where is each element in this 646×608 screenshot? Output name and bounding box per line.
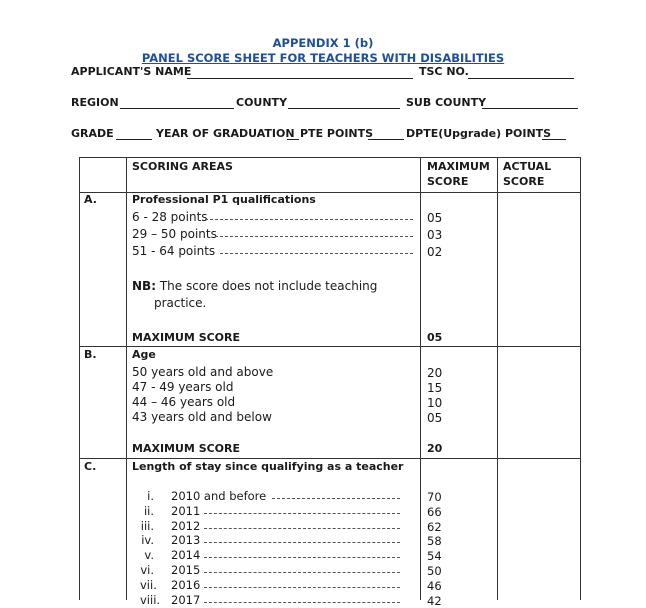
- section-c-row-score: 58: [427, 534, 442, 549]
- section-c-row-leader: [272, 498, 400, 499]
- county-field[interactable]: [288, 108, 400, 109]
- dpte-points-field[interactable]: [542, 139, 566, 140]
- section-a-row-1-leader: [205, 219, 413, 220]
- applicant-name-field[interactable]: [187, 78, 413, 79]
- section-c-row-number: viii.: [140, 592, 161, 607]
- section-a-letter: A.: [84, 193, 97, 206]
- section-b-row-3-score: 10: [427, 396, 443, 410]
- section-c-row-score: 66: [427, 504, 442, 519]
- sub-county-label: SUB COUNTY: [406, 96, 487, 109]
- tsc-no-field[interactable]: [468, 78, 574, 79]
- pte-points-field[interactable]: [368, 139, 404, 140]
- section-b-max-value: 20: [427, 442, 443, 455]
- section-c-row-leader: [204, 587, 400, 588]
- section-c-row-number: v.: [144, 548, 154, 563]
- section-c-row-leader: [204, 572, 400, 573]
- section-c-row-leader: [204, 542, 400, 543]
- page-title: PANEL SCORE SHEET FOR TEACHERS WITH DISABILITIES: [141, 51, 505, 65]
- section-c-row-leader: [204, 557, 400, 558]
- tsc-no-label: TSC NO.: [419, 65, 469, 78]
- section-a-row-3-leader: [220, 253, 413, 254]
- section-c-row-label: 2011: [171, 503, 201, 518]
- section-c-row-label: 2012: [171, 518, 201, 533]
- section-a-divider: [79, 346, 580, 347]
- col-header-scoring-areas: SCORING AREAS: [132, 160, 233, 173]
- grade-field[interactable]: [116, 139, 152, 140]
- section-c-row-label: 2014: [171, 548, 201, 563]
- section-b-divider: [79, 458, 580, 459]
- section-c-row-label: 2010 and before: [171, 489, 267, 503]
- section-c-row-score: 42: [427, 593, 442, 608]
- section-a-max-label: MAXIMUM SCORE: [132, 331, 241, 344]
- section-c-row-label: 2017: [171, 592, 201, 607]
- year-of-graduation-label: YEAR OF GRADUATION: [156, 127, 295, 140]
- section-c-row-number: iv.: [141, 533, 154, 548]
- appendix-heading: APPENDIX 1 (b): [272, 36, 374, 50]
- section-a-row-1-label: 6 - 28 points: [132, 210, 208, 224]
- nb-line-2: practice.: [154, 296, 207, 310]
- applicant-name-label: APPLICANT'S NAME: [71, 65, 192, 78]
- section-c-row-score: 50: [427, 564, 442, 578]
- col-divider-maximum: [497, 157, 498, 600]
- section-c-row-label: 2015: [171, 563, 201, 577]
- col-header-maximum-1: MAXIMUM: [427, 160, 490, 173]
- section-c-row-number: iii.: [140, 518, 154, 533]
- table-left-border: [79, 157, 80, 600]
- section-b-row-1-label: 50 years old and above: [132, 365, 274, 379]
- region-label: REGION: [71, 96, 119, 109]
- section-b-row-4-score: 05: [427, 411, 443, 425]
- table-top-border: [79, 157, 580, 158]
- section-c-row-label: 2013: [171, 533, 201, 548]
- col-header-actual-1: ACTUAL: [503, 160, 552, 173]
- section-c-row-leader: [204, 602, 400, 603]
- section-c-row-number: vii.: [140, 577, 157, 592]
- section-b-row-2-score: 15: [427, 381, 443, 395]
- section-a-row-2-score: 03: [427, 228, 443, 242]
- region-field[interactable]: [120, 108, 234, 109]
- section-a-row-3-label: 51 - 64 points: [132, 244, 216, 258]
- section-c-row-number: vi.: [140, 563, 154, 577]
- section-c-row-score: 54: [427, 549, 442, 564]
- section-c-row-number: ii.: [143, 503, 154, 518]
- section-b-row-2-label: 47 - 49 years old: [132, 380, 234, 394]
- section-c-row-score: 62: [427, 519, 442, 534]
- section-a-row-1-score: 05: [427, 211, 443, 225]
- table-right-border: [580, 157, 581, 600]
- section-a-row-2-label: 29 – 50 points: [132, 227, 217, 241]
- pte-points-label: PTE POINTS: [300, 127, 374, 140]
- section-c-title: Length of stay since qualifying as a teacher: [132, 460, 404, 473]
- section-a-note: [132, 279, 377, 293]
- col-header-actual-2: SCORE: [503, 175, 545, 188]
- nb-label: NB:: [132, 279, 156, 293]
- section-b-letter: B.: [84, 348, 97, 361]
- nb-line-1: The score does not include teaching: [156, 279, 378, 293]
- section-c-row-leader: [204, 528, 400, 529]
- sub-county-field[interactable]: [482, 108, 578, 109]
- section-a-title: Professional P1 qualifications: [132, 193, 316, 206]
- section-c-row-number: i.: [147, 489, 154, 503]
- section-a-row-2-leader: [215, 236, 413, 237]
- section-c-row-leader: [204, 513, 400, 514]
- grade-label: GRADE: [71, 127, 114, 140]
- col-divider-letter: [126, 157, 127, 600]
- section-a-max-value: 05: [427, 331, 443, 344]
- county-label: COUNTY: [236, 96, 288, 109]
- section-b-row-3-label: 44 – 46 years old: [132, 395, 236, 409]
- section-b-title: Age: [132, 348, 156, 361]
- section-a-row-3-score: 02: [427, 245, 443, 259]
- section-c-row-score: 70: [427, 490, 442, 504]
- section-b-row-4-label: 43 years old and below: [132, 410, 272, 424]
- col-divider-areas: [420, 157, 421, 600]
- section-c-row-label: 2016: [171, 577, 201, 592]
- year-of-graduation-field[interactable]: [287, 139, 299, 140]
- section-b-max-label: MAXIMUM SCORE: [132, 442, 241, 455]
- section-c-letter: C.: [84, 460, 97, 473]
- dpte-points-label: DPTE(Upgrade) POINTS: [406, 127, 552, 140]
- col-header-maximum-2: SCORE: [427, 175, 469, 188]
- section-c-row-score: 46: [427, 578, 442, 593]
- section-b-row-1-score: 20: [427, 366, 443, 380]
